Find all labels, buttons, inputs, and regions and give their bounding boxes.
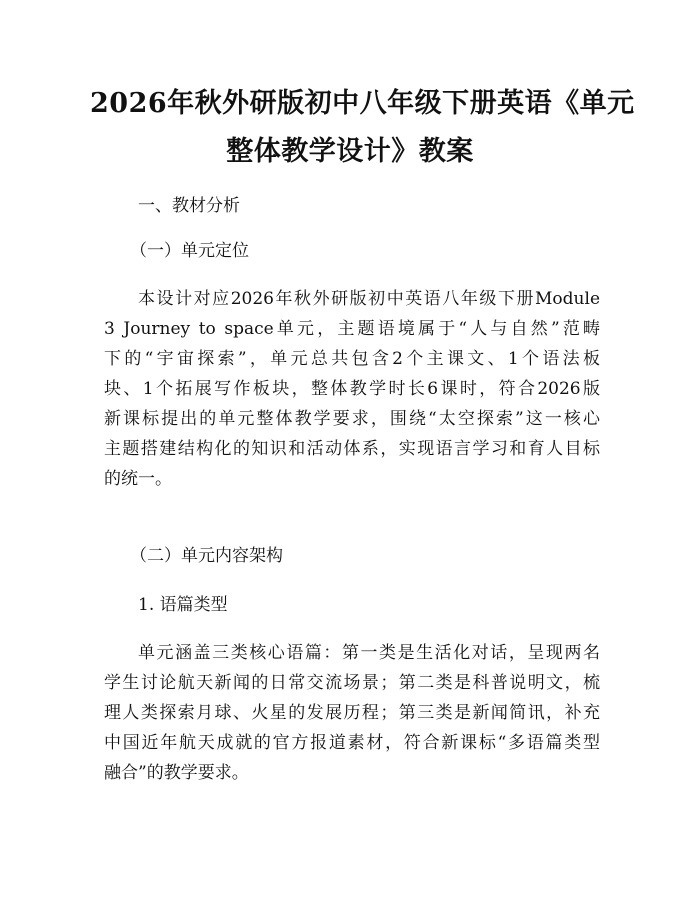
section-heading-textbook-analysis: 一、教材分析: [138, 196, 240, 216]
paragraph-line: 融合”的教学要求。: [104, 763, 249, 783]
paragraph-line: 主题搭建结构化的知识和活动体系，实现语言学习和育人目标: [104, 439, 600, 459]
paragraph-unit-positioning: [104, 284, 600, 494]
paragraph-line: 3 Journey to space单元，主题语境属于“人与自然”范畴: [104, 319, 600, 339]
document-title-line-2: 整体教学设计》教案: [226, 136, 474, 167]
item-heading-text-types: 1. 语篇类型: [138, 595, 228, 615]
subsection-heading-unit-positioning: （一）单元定位: [130, 241, 249, 261]
paragraph-line: 新课标提出的单元整体教学要求，围绕“太空探索”这一核心: [104, 409, 600, 429]
paragraph-line: 的统一。: [104, 469, 172, 489]
paragraph-text-types: [104, 638, 600, 788]
paragraph-line: 理人类探索月球、火星的发展历程；第三类是新闻简讯，补充: [104, 703, 600, 723]
paragraph-line: 中国近年航天成就的官方报道素材，符合新课标“多语篇类型: [104, 733, 600, 753]
document-title-line-1: 2026年秋外研版初中八年级下册英语《单元: [90, 88, 635, 119]
paragraph-line: 下的“宇宙探索”，单元总共包含2个主课文、1个语法板: [104, 349, 600, 369]
subsection-heading-unit-structure: （二）单元内容架构: [130, 546, 283, 566]
paragraph-line: 单元涵盖三类核心语篇：第一类是生活化对话，呈现两名: [138, 643, 600, 663]
paragraph-line: 学生讨论航天新闻的日常交流场景；第二类是科普说明文，梳: [104, 673, 600, 693]
paragraph-line: 本设计对应2026年秋外研版初中英语八年级下册Module: [138, 289, 600, 309]
paragraph-line: 块、1个拓展写作板块，整体教学时长6课时，符合2026版: [104, 379, 600, 399]
